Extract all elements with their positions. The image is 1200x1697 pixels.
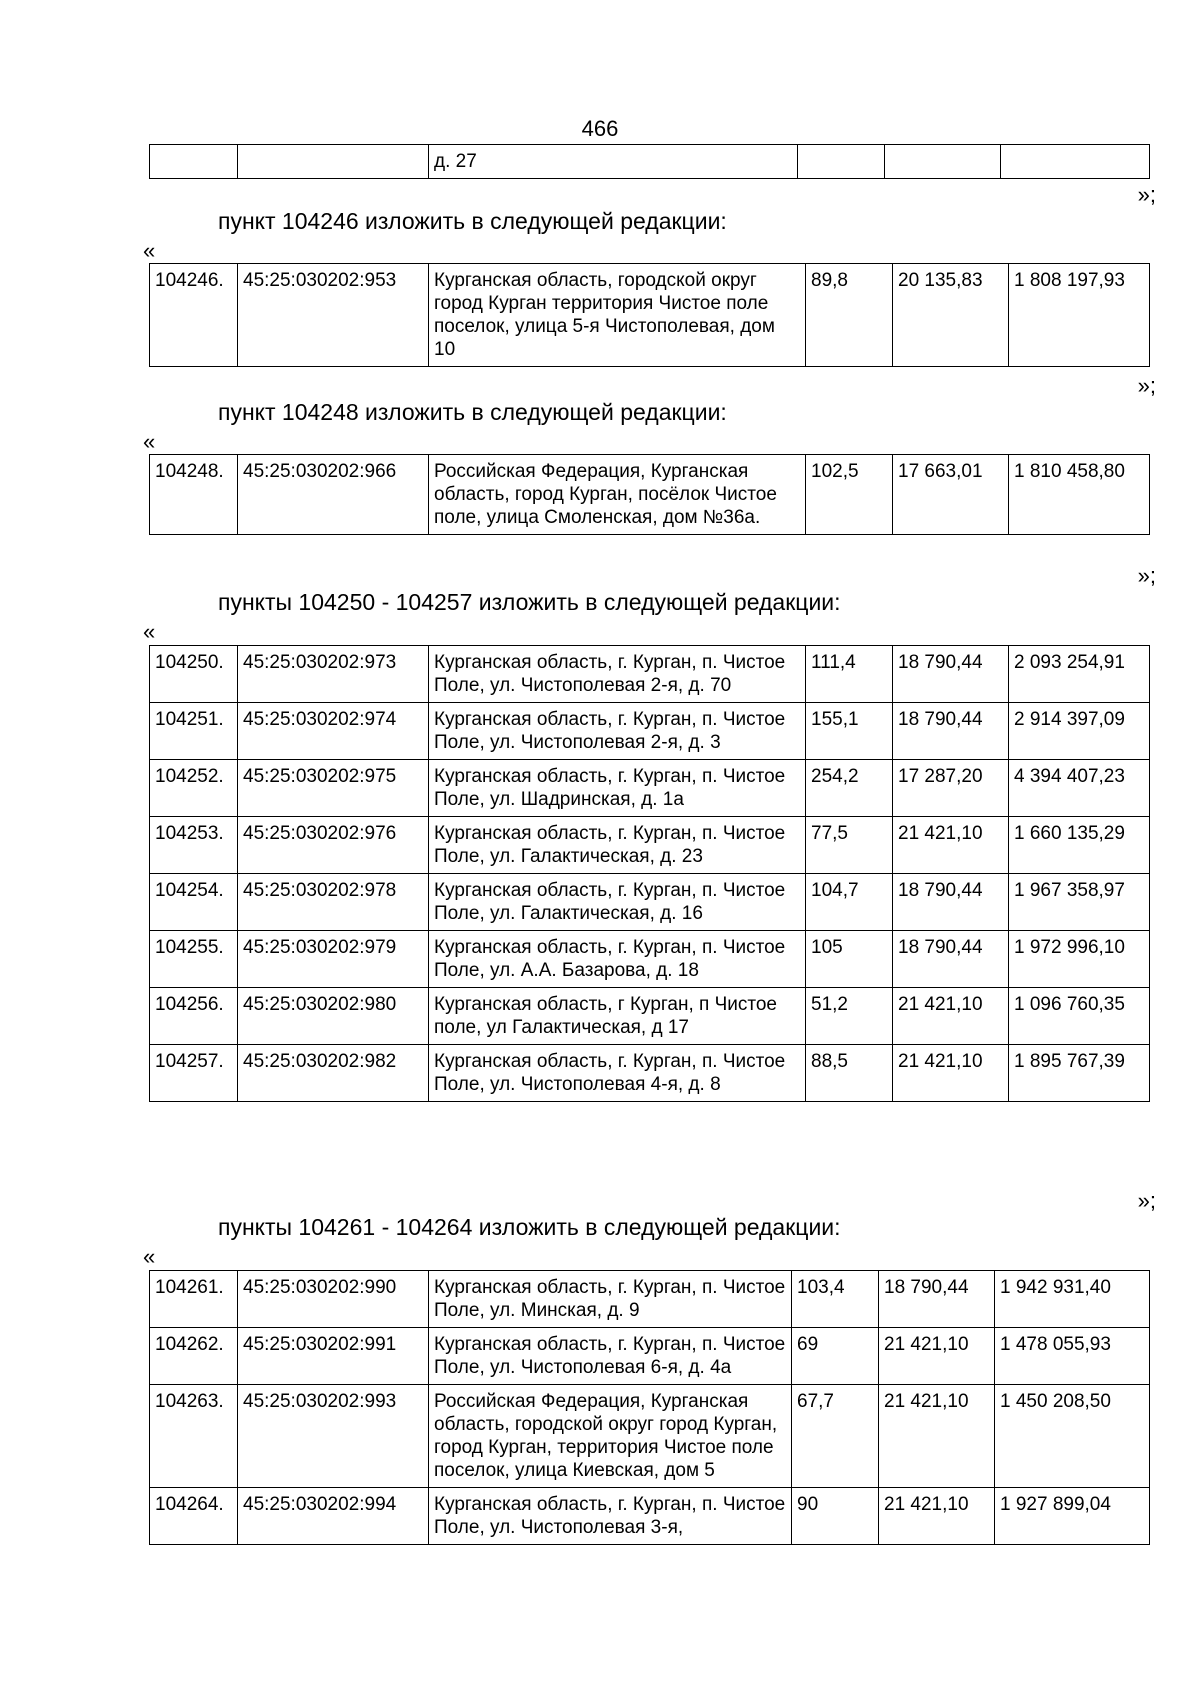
cell-area: 155,1: [806, 703, 893, 760]
section-heading: пункты 104261 - 104264 изложить в следующей редакции:: [218, 1214, 841, 1240]
cell-total: 1 942 931,40: [995, 1271, 1150, 1328]
cell-address: Курганская область, г. Курган, п. Чистое Поле, ул. Галактическая, д. 16: [429, 874, 806, 931]
cell-price: 18 790,44: [893, 703, 1009, 760]
cell-price: 21 421,10: [893, 817, 1009, 874]
cell-address: Курганская область, г. Курган, п. Чистое Поле, ул. Чистополевая 3-я,: [429, 1488, 792, 1545]
cell-cadastral: 45:25:030202:953: [238, 264, 429, 367]
cell-num: 104263.: [150, 1385, 238, 1488]
cell-area: 254,2: [806, 760, 893, 817]
table-row: [150, 145, 1150, 179]
cell-address: Курганская область, г. Курган, п. Чистое Поле, ул. Чистополевая 6-я, д. 4а: [429, 1328, 792, 1385]
cell-area: 102,5: [806, 455, 893, 535]
cell-area: 90: [792, 1488, 879, 1545]
cell-cadastral: 45:25:030202:979: [238, 931, 429, 988]
table-row: [150, 646, 1150, 703]
cell-total: 1 810 458,80: [1009, 455, 1150, 535]
cell-address: Курганская область, городской округ город Курган территория Чистое поле поселок, улица 5-я Чистополевая, дом 10: [429, 264, 806, 367]
page-number: 466: [581, 116, 619, 141]
cell-area: 77,5: [806, 817, 893, 874]
cell-price: 20 135,83: [893, 264, 1009, 367]
opening-quote: «: [143, 429, 156, 454]
cell-num: 104248.: [150, 455, 238, 535]
cell-address: Курганская область, г. Курган, п. Чистое Поле, ул. Чистополевая 2-я, д. 3: [429, 703, 806, 760]
registry-table: [149, 1270, 1150, 1545]
cell-area: 105: [806, 931, 893, 988]
cell-price: 21 421,10: [879, 1328, 995, 1385]
table-row: [150, 988, 1150, 1045]
cell-total: 2 914 397,09: [1009, 703, 1150, 760]
cell-total: 1 096 760,35: [1009, 988, 1150, 1045]
cell-price: [885, 145, 1001, 179]
cell-cadastral: 45:25:030202:976: [238, 817, 429, 874]
table-row: [150, 1271, 1150, 1328]
cell-total: 1 972 996,10: [1009, 931, 1150, 988]
closing-quote: »;: [1137, 373, 1156, 398]
cell-num: 104262.: [150, 1328, 238, 1385]
cell-price: 18 790,44: [893, 874, 1009, 931]
cell-total: 1 927 899,04: [995, 1488, 1150, 1545]
cell-address: Курганская область, г. Курган, п. Чистое Поле, ул. Минская, д. 9: [429, 1271, 792, 1328]
cell-total: 1 450 208,50: [995, 1385, 1150, 1488]
cell-num: 104257.: [150, 1045, 238, 1102]
cell-area: 89,8: [806, 264, 893, 367]
opening-quote: «: [143, 619, 156, 644]
fragment-table: [149, 144, 1150, 179]
cell-price: 17 287,20: [893, 760, 1009, 817]
cell-address: Российская Федерация, Курганская область, город Курган, посёлок Чистое поле, улица Смоленская, дом №36а.: [429, 455, 806, 535]
cell-area: 104,7: [806, 874, 893, 931]
cell-area: 111,4: [806, 646, 893, 703]
cell-address: Курганская область, г Курган, п Чистое поле, ул Галактическая, д 17: [429, 988, 806, 1045]
cell-price: 18 790,44: [893, 646, 1009, 703]
cell-address: д. 27: [429, 145, 798, 179]
cell-total: 1 478 055,93: [995, 1328, 1150, 1385]
cell-total: 1 808 197,93: [1009, 264, 1150, 367]
cell-area: 51,2: [806, 988, 893, 1045]
table-row: [150, 1488, 1150, 1545]
cell-price: 21 421,10: [879, 1385, 995, 1488]
cell-address: Курганская область, г. Курган, п. Чистое Поле, ул. Чистополевая 2-я, д. 70: [429, 646, 806, 703]
cell-cadastral: 45:25:030202:982: [238, 1045, 429, 1102]
cell-cadastral: 45:25:030202:980: [238, 988, 429, 1045]
cell-area: 67,7: [792, 1385, 879, 1488]
cell-cadastral: 45:25:030202:966: [238, 455, 429, 535]
closing-quote: »;: [1137, 563, 1156, 588]
registry-table: [149, 263, 1150, 367]
cell-address: Курганская область, г. Курган, п. Чистое Поле, ул. А.А. Базарова, д. 18: [429, 931, 806, 988]
closing-quote: »;: [1137, 1188, 1156, 1213]
cell-cadastral: [238, 145, 429, 179]
registry-table: [149, 454, 1150, 535]
cell-price: 18 790,44: [893, 931, 1009, 988]
cell-address: Российская Федерация, Курганская область, городской округ город Курган, город Курган, территория Чистое поле поселок, улица Киевская, дом 5: [429, 1385, 792, 1488]
cell-address: Курганская область, г. Курган, п. Чистое Поле, ул. Галактическая, д. 23: [429, 817, 806, 874]
section-heading: пункты 104250 - 104257 изложить в следующей редакции:: [218, 589, 841, 615]
table-row: [150, 931, 1150, 988]
cell-cadastral: 45:25:030202:991: [238, 1328, 429, 1385]
cell-num: 104253.: [150, 817, 238, 874]
cell-cadastral: 45:25:030202:978: [238, 874, 429, 931]
cell-num: 104246.: [150, 264, 238, 367]
section-heading: пункт 104246 изложить в следующей редакции:: [218, 208, 727, 234]
cell-cadastral: 45:25:030202:973: [238, 646, 429, 703]
cell-num: 104261.: [150, 1271, 238, 1328]
cell-cadastral: 45:25:030202:974: [238, 703, 429, 760]
cell-total: 1 967 358,97: [1009, 874, 1150, 931]
table-row: [150, 264, 1150, 367]
cell-num: 104264.: [150, 1488, 238, 1545]
cell-total: 1 660 135,29: [1009, 817, 1150, 874]
cell-price: 21 421,10: [879, 1488, 995, 1545]
cell-price: 17 663,01: [893, 455, 1009, 535]
cell-total: 4 394 407,23: [1009, 760, 1150, 817]
table-row: [150, 703, 1150, 760]
cell-cadastral: 45:25:030202:990: [238, 1271, 429, 1328]
table-row: [150, 1385, 1150, 1488]
closing-quote: »;: [1137, 182, 1156, 207]
cell-num: 104254.: [150, 874, 238, 931]
registry-table: [149, 645, 1150, 1102]
table-row: [150, 874, 1150, 931]
cell-total: 1 895 767,39: [1009, 1045, 1150, 1102]
cell-cadastral: 45:25:030202:975: [238, 760, 429, 817]
table-row: [150, 817, 1150, 874]
cell-area: [798, 145, 885, 179]
table-row: [150, 1045, 1150, 1102]
cell-total: [1001, 145, 1150, 179]
cell-cadastral: 45:25:030202:993: [238, 1385, 429, 1488]
cell-address: Курганская область, г. Курган, п. Чистое Поле, ул. Шадринская, д. 1а: [429, 760, 806, 817]
cell-price: 18 790,44: [879, 1271, 995, 1328]
cell-address: Курганская область, г. Курган, п. Чистое Поле, ул. Чистополевая 4-я, д. 8: [429, 1045, 806, 1102]
cell-area: 88,5: [806, 1045, 893, 1102]
cell-price: 21 421,10: [893, 988, 1009, 1045]
cell-num: [150, 145, 238, 179]
opening-quote: «: [143, 238, 156, 263]
cell-num: 104250.: [150, 646, 238, 703]
cell-area: 103,4: [792, 1271, 879, 1328]
cell-price: 21 421,10: [893, 1045, 1009, 1102]
cell-num: 104252.: [150, 760, 238, 817]
table-row: [150, 1328, 1150, 1385]
table-row: [150, 455, 1150, 535]
opening-quote: «: [143, 1244, 156, 1269]
cell-num: 104255.: [150, 931, 238, 988]
section-heading: пункт 104248 изложить в следующей редакции:: [218, 399, 727, 425]
cell-cadastral: 45:25:030202:994: [238, 1488, 429, 1545]
cell-num: 104256.: [150, 988, 238, 1045]
table-row: [150, 760, 1150, 817]
cell-num: 104251.: [150, 703, 238, 760]
cell-total: 2 093 254,91: [1009, 646, 1150, 703]
cell-area: 69: [792, 1328, 879, 1385]
